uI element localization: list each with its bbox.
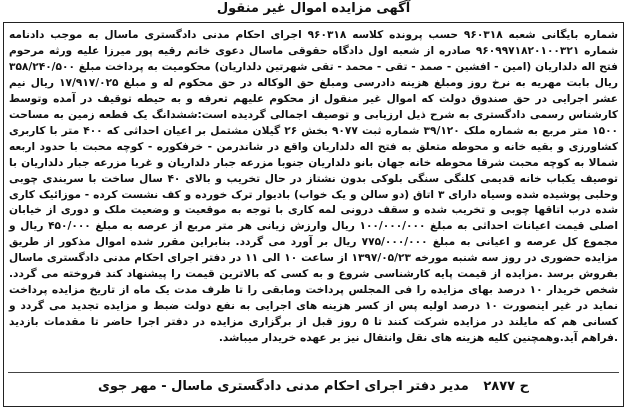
signature-divider	[8, 372, 619, 373]
reference-code: ح ۲۸۷۷	[483, 379, 529, 394]
notice-title: آگهی مزایده اموال غیر منقول	[216, 1, 411, 16]
signature-line	[0, 379, 627, 394]
signature-text: مدیر دفتر اجرای احکام مدنی دادگستری ماسال - مهر جوی	[97, 379, 469, 394]
notice-body-paragraph: شماره بایگانی شعبه ۹۶۰۳۱۸ حسب پرونده کلاسه ۹۶۰۳۱۸ اجرای احکام مدنی دادگستری ماسال به موجب دادنامه شماره ۹۶۰۹۹۷۱۸۲۰۱۰۰۳۲۱ صادره از شعبه اول دادگاه حقوقی ماسال دعوی خانم رقیه پور میرزا علیه ورثه مرحوم فتح اله دلداریان (امین - افشین - صمد - تقی - محمد - تقی شهرتین دلداریان) محکومیت به پرداخت مبلغ ۳۵۸/۲۴۰/۵۰۰ ریال بابت مهریه به نرخ روز ومبلغ هزینه دادرسی ومبلغ حق الوکاله در حق محکوم له و مبلغ ۱۷/۹۱۷/۰۲۵ ریال نیم عشر اجرایی در حق صندوق دولت که اموال غیر منقول از محکوم علیهم تعرفه و به حیطه توقیف در آمده وتوسط کارشناس رسمی دادگستری به شرح ذیل ارزیابی و توصیف اجمالی گردیده است:ششدانگ یک قطعه زمین به مساحت ۱۵۰۰ متر مربع به شماره ملک ۳۹/۱۲۰ شماره ثبت ۹۰۷۷ بخش ۲۶ گیلان مشتمل بر اعیان احداثی که ۴۰۰ متر با کاربری کشاورزی و بقیه خانه و محوطه متعلق به فتح اله دلداریان واقع در شاندرمن - خرفکوره - کوچه محبت با حدود اربعه شمالا به کوچه محبت شرقا محوطه خانه جهان بانو دلداریان جنوبا مزرعه جبار دلداریان و غربا مزرعه جبار دلداریان با توصیف یکباب خانه قدیمی کلنگی سنگی بلوکی بدون نشتاز در حال تخریب و بالای ۴۰ سال ساخت با سربندی چوبی وحلبی پوشیده شده وسیاه دارای ۳ اتاق (دو سالن و یک خواب) بادیوار ترک خورده و کف نشست کرده - موزائیک کاری شده درب اتاقها چوبی و تخریب شده و سقف درونی لمه کاری با توجه به موقعیت و وضعیت ملک و دوری از خیابان اصلی قیمت اعیانات احداثی به مبلغ ۱۰۰/۰۰۰/۰۰۰ ریال وارزش زیانی هر متر مربع از عرصه به مبلغ ۴۵۰/۰۰۰ ریال و مجموع کل عرصه و اعیانی به مبلغ ۷۷۵/۰۰۰/۰۰۰ ریال بر آورد می گردد. بنابراین مقرر شده اموال مذکور از طریق مزایده حضوری در روز سه شنبه مورخه ۱۳۹۷/۰۵/۲۳ از ساعت ۱۰ الی ۱۱ در دفتر اجرای احکام مدنی دادگستری ماسال بفروش برسد .مزایده از قیمت پایه کارشناسی شروع و به کسی که بالاترین قیمت را پیشنهاد کند فروخته می گردد. شخص خریدار ۱۰ درصد بهای مزایده را فی المجلس پرداخت ومابقی را تا ظرف مدت یک ماه از تاریخ مزایده پرداخت نماید در غیر اینصورت ۱۰ درصد اولیه پس از کسر هزینه های اجرایی به نفع دولت ضبط و مزایده تجدید می گردد و کسانی هم که مایلند در مزایده شرکت کنند تا ۵ روز قبل از برگزاری مزایده در دفتر اجرا حاضر تا مقدمات بازدید .فراهم آید.وهمچنین کلیه هزینه های نقل وانتقال نیز بر عهده خریدار میباشد.	[9, 29, 619, 345]
notice-body	[9, 28, 618, 347]
